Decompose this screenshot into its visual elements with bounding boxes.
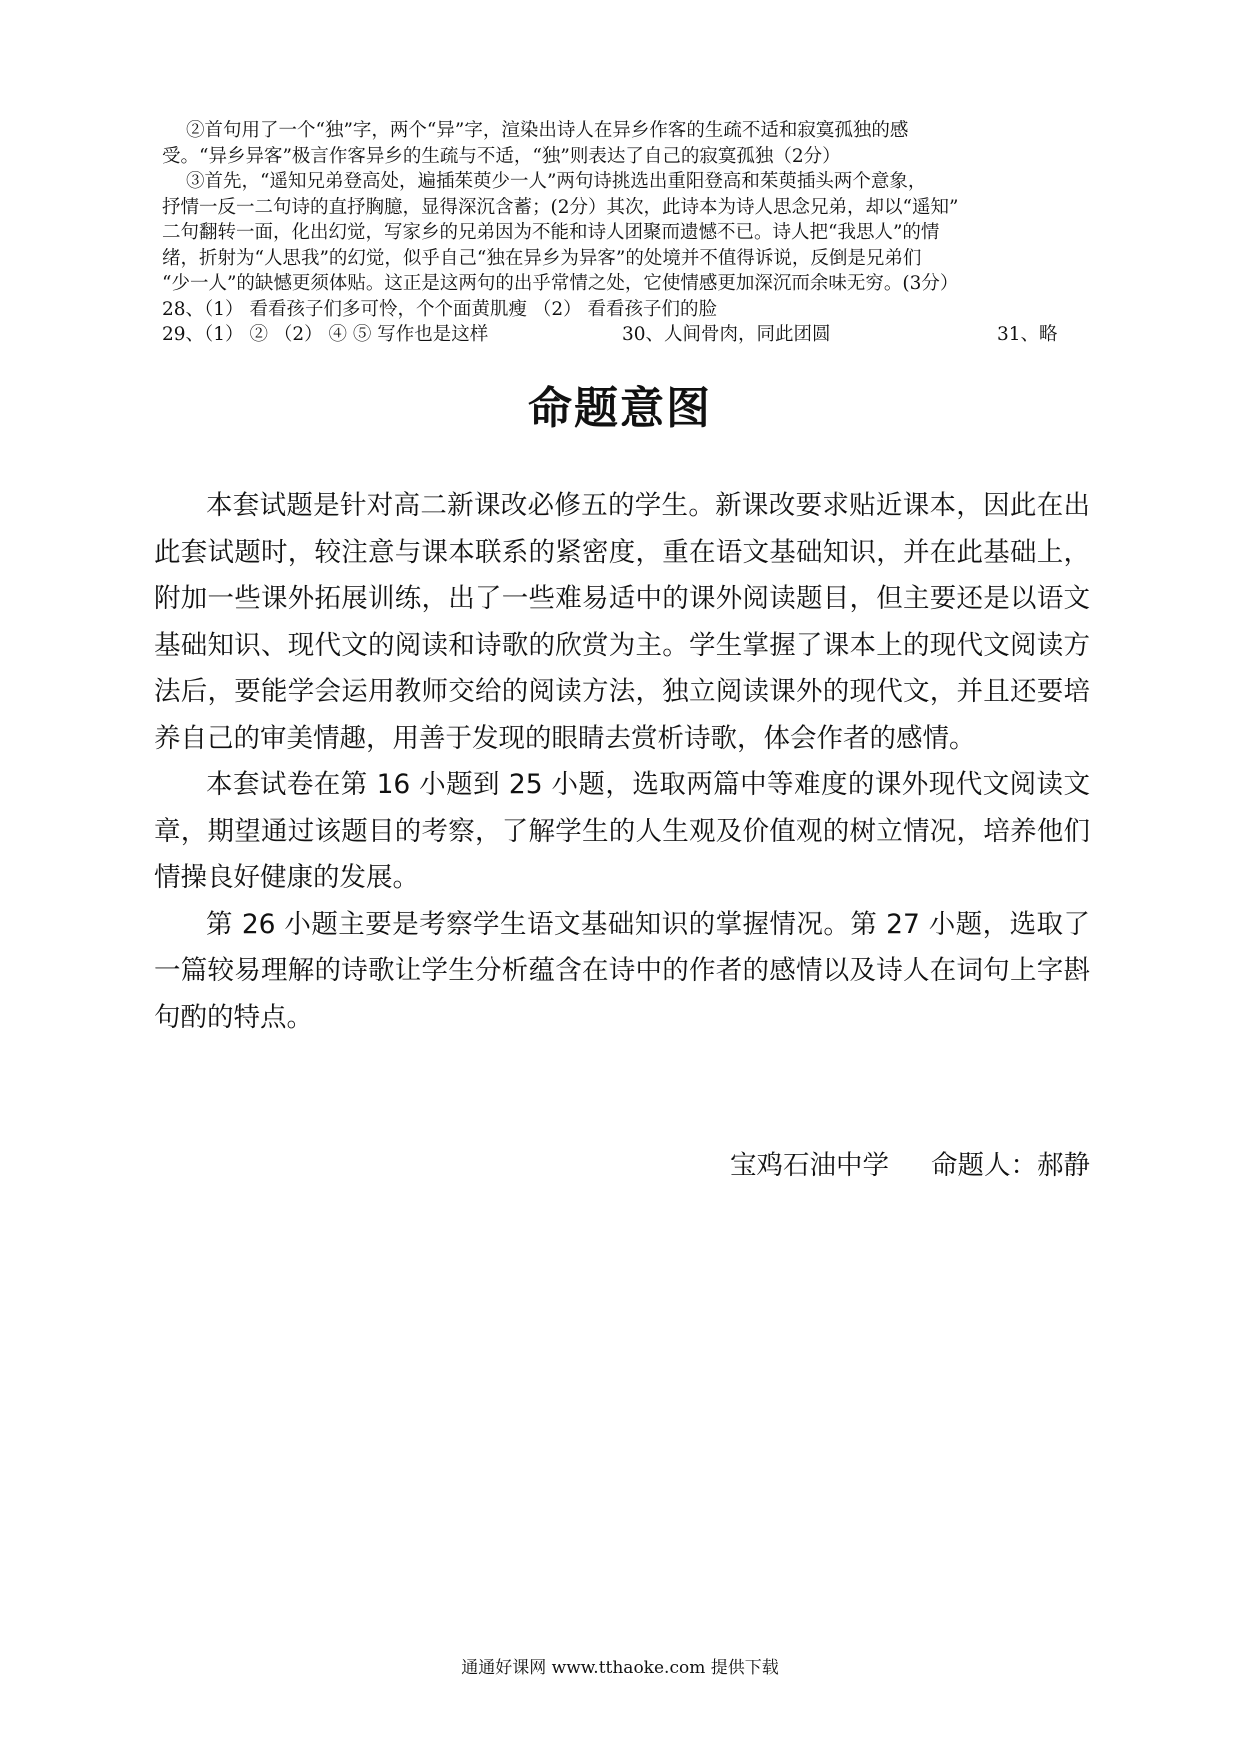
answer-30: 30、人间骨肉，同此团圆 (622, 324, 831, 345)
signature (730, 1143, 1090, 1182)
school-name: 宝鸡石油中学 (730, 1150, 889, 1181)
answer-line: “少一人”的缺憾更须体贴。这正是这两句的出乎常情之处，它使情感更加深沉而余味无穷。(3分） (162, 273, 959, 294)
answer-31: 31、略 (997, 324, 1058, 345)
author-name: 命题人：郝静 (931, 1150, 1090, 1181)
page-footer: 通通好课网 www.tthaoke.com 提供下载 (461, 1658, 779, 1678)
body-paragraph-2: 本套试卷在第 16 小题到 25 小题，选取两篇中等难度的课外现代文阅读文章，期望通过该题目的考察，了解学生的人生观及价值观的树立情况，培养他们情操良好健康的发展。 (154, 769, 1090, 893)
answer-line: ③首先，“遥知兄弟登高处，遍插茱萸少一人”两句诗挑选出重阳登高和茱萸插头两个意象， (186, 171, 927, 192)
answer-line: 受。“异乡异客”极言作客异乡的生疏与不适，“独”则表达了自己的寂寞孤独（2分） (162, 145, 841, 167)
answer-key-section (162, 118, 1092, 348)
answer-29: 29、（1） ② （2） ④ ⑤ 写作也是这样 (162, 324, 489, 345)
body-paragraph-3: 第 26 小题主要是考察学生语文基础知识的掌握情况。第 27 小题，选取了一篇较易理解的诗歌让学生分析蕴含在诗中的作者的感情以及诗人在词句上字斟句酌的特点。 (154, 908, 1090, 1033)
answer-line: 抒情一反一二句诗的直抒胸臆，显得深沉含蓄；(2分）其次，此诗本为诗人思念兄弟，却以“遥知” (162, 196, 959, 218)
body-paragraph-1: 本套试题是针对高二新课改必修五的学生。新课改要求贴近课本，因此在出此套试题时，较注意与课本联系的紧密度，重在语文基础知识，并在此基础上，附加一些课外拓展训练，出了一些难易适中的课外阅读题目，但主要还是以语文基础知识、现代文的阅读和诗歌的欣赏为主。学生掌握了课本上的现代文阅读方法后，要能学会运用教师交给的阅读方法，独立阅读课外的现代文，并且还要培养自己的审美情趣，用善于发现的眼睛去赏析诗歌，体会作者的感情。 (154, 490, 1090, 754)
answer-line: 绪，折射为“人思我”的幻觉，似乎自己“独在异乡为异客”的处境并不值得诉说，反倒是兄弟们 (162, 247, 922, 269)
section-title: 命题意图 (528, 383, 712, 434)
answer-28: 28、（1） 看看孩子们多可怜，个个面黄肌瘦 （2） 看看孩子们的脸 (162, 298, 717, 320)
answer-row-29-31 (162, 322, 1092, 348)
answer-line: 二句翻转一面，化出幻觉，写家乡的兄弟因为不能和诗人团聚而遗憾不已。诗人把“我思人”的情 (162, 222, 940, 243)
answer-line: ②首句用了一个“独”字，两个“异”字，渲染出诗人在异乡作客的生疏不适和寂寞孤独的感 (186, 120, 909, 141)
intent-body (154, 483, 1090, 1041)
